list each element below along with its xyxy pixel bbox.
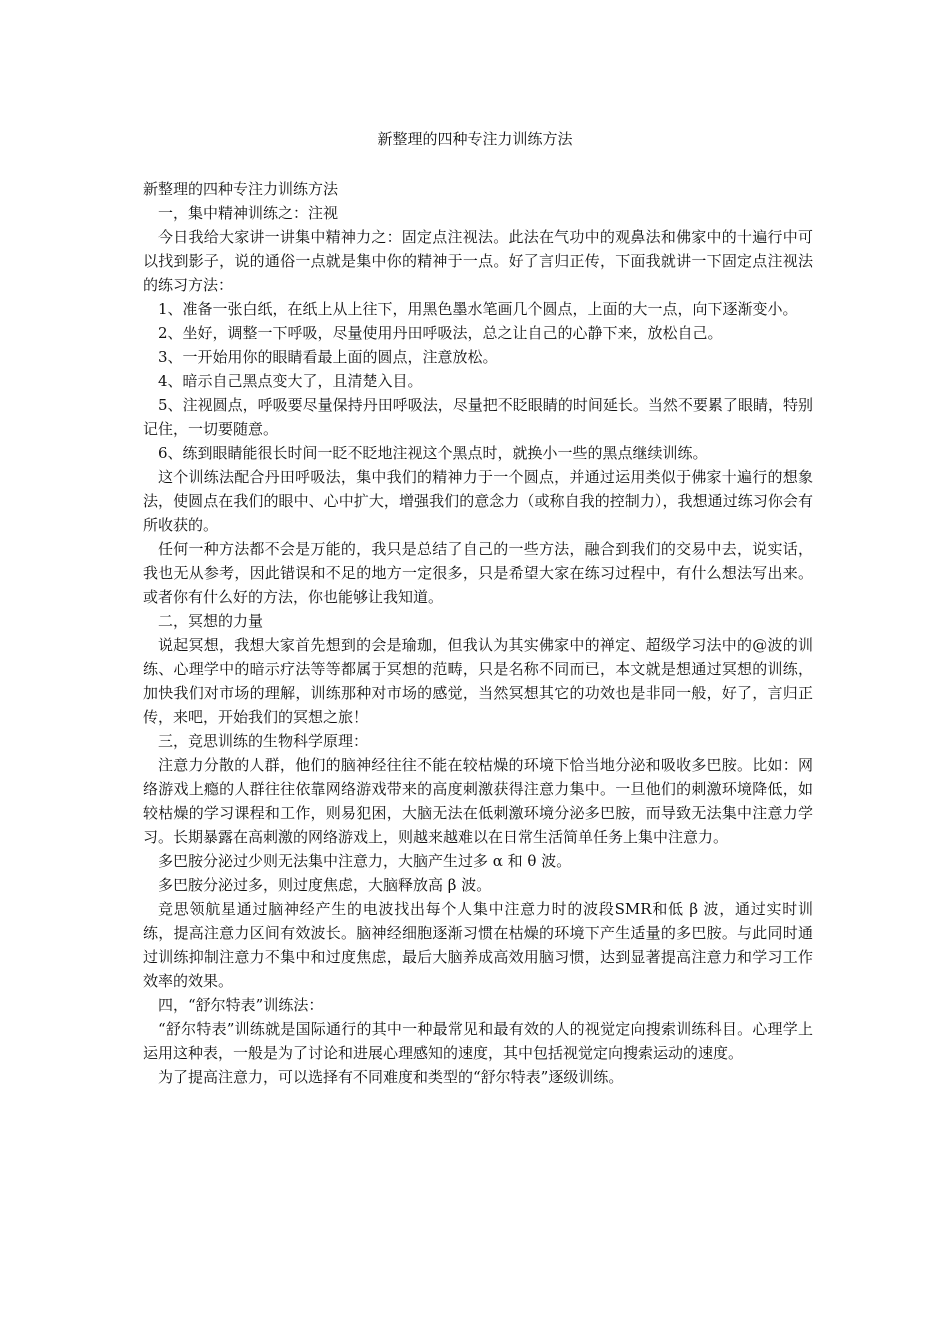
paragraph: 这个训练法配合丹田呼吸法，集中我们的精神力于一个圆点，并通过运用类似于佛家十遍行的想象法，使圆点在我们的眼中、心中扩大，增强我们的意念力（或称自我的控制力），我想通过练习你会有所收获的。 bbox=[143, 468, 813, 534]
list-item: 1、准备一张白纸，在纸上从上往下，用黑色墨水笔画几个圆点，上面的大一点，向下逐渐变小。 bbox=[158, 300, 798, 318]
list-item: 4、暗示自己黑点变大了，且清楚入目。 bbox=[158, 372, 423, 390]
paragraph: 今日我给大家讲一讲集中精神力之：固定点注视法。此法在气功中的观鼻法和佛家中的十遍行中可以找到影子，说的通俗一点就是集中你的精神于一点。好了言归正传，下面我就讲一下固定点注视法的练习方法： bbox=[143, 228, 813, 294]
document-title: 新整理的四种专注力训练方法 bbox=[377, 130, 573, 148]
paragraph: 为了提高注意力，可以选择有不同难度和类型的“舒尔特表”逐级训练。 bbox=[158, 1068, 624, 1086]
paragraph: 竞思领航星通过脑神经产生的电波找出每个人集中注意力时的波段SMR和低 β 波，通过实时训练，提高注意力区间有效波长。脑神经细胞逐渐习惯在枯燥的环境下产生适量的多巴胺。与此同时通过训练抑制注意力不集中和过度焦虑，最后大脑养成高效用脑习惯，达到显著提高注意力和学习工作效率的效果。 bbox=[143, 900, 813, 990]
paragraph: 注意力分散的人群，他们的脑神经往往不能在较枯燥的环境下恰当地分泌和吸收多巴胺。比如：网络游戏上瘾的人群往往依靠网络游戏带来的高度刺激获得注意力集中。一旦他们的刺激环境降低，如较枯燥的学习课程和工作，则易犯困，大脑无法在低刺激环境分泌多巴胺，而导致无法集中注意力学习。长期暴露在高刺激的网络游戏上，则越来越难以在日常生活简单任务上集中注意力。 bbox=[143, 756, 813, 846]
paragraph: “舒尔特表”训练就是国际通行的其中一种最常见和最有效的人的视觉定向搜索训练科目。心理学上运用这种表，一般是为了讨论和进展心理感知的速度，其中包括视觉定向搜索运动的速度。 bbox=[143, 1020, 813, 1062]
list-item: 5、注视圆点，呼吸要尽量保持丹田呼吸法，尽量把不眨眼睛的时间延长。当然不要累了眼睛，特别记住，一切要随意。 bbox=[143, 396, 813, 438]
list-item: 6、练到眼睛能很长时间一眨不眨地注视这个黑点时，就换小一些的黑点继续训练。 bbox=[158, 444, 708, 462]
paragraph: 多巴胺分泌过多，则过度焦虑，大脑释放高 β 波。 bbox=[158, 876, 492, 894]
list-item: 3、一开始用你的眼睛看最上面的圆点，注意放松。 bbox=[158, 348, 498, 366]
section-heading-1: 一，集中精神训练之：注视 bbox=[158, 204, 339, 222]
paragraph: 说起冥想，我想大家首先想到的会是瑜珈，但我认为其实佛家中的禅定、超级学习法中的@波的训练、心理学中的暗示疗法等等都属于冥想的范畴，只是名称不同而已，本文就是想通过冥想的训练，加快我们对市场的理解，训练那种对市场的感觉，当然冥想其它的功效也是非同一般，好了，言归正传，来吧，开始我们的冥想之旅！ bbox=[143, 636, 813, 726]
document-body bbox=[143, 177, 813, 1089]
paragraph: 任何一种方法都不会是万能的，我只是总结了自己的一些方法，融合到我们的交易中去，说实话，我也无从参考，因此错误和不足的地方一定很多，只是希望大家在练习过程中，有什么想法写出来。或者你有什么好的方法，你也能够让我知道。 bbox=[143, 540, 813, 606]
body-subtitle: 新整理的四种专注力训练方法 bbox=[143, 180, 339, 198]
section-heading-2: 二，冥想的力量 bbox=[158, 612, 264, 630]
paragraph: 多巴胺分泌过少则无法集中注意力，大脑产生过多 α 和 θ 波。 bbox=[158, 852, 572, 870]
section-heading-3: 三，竞思训练的生物科学原理： bbox=[158, 732, 369, 750]
list-item: 2、坐好，调整一下呼吸，尽量使用丹田呼吸法，总之让自己的心静下来，放松自己。 bbox=[158, 324, 723, 342]
section-heading-4: 四，“舒尔特表”训练法： bbox=[158, 996, 324, 1014]
